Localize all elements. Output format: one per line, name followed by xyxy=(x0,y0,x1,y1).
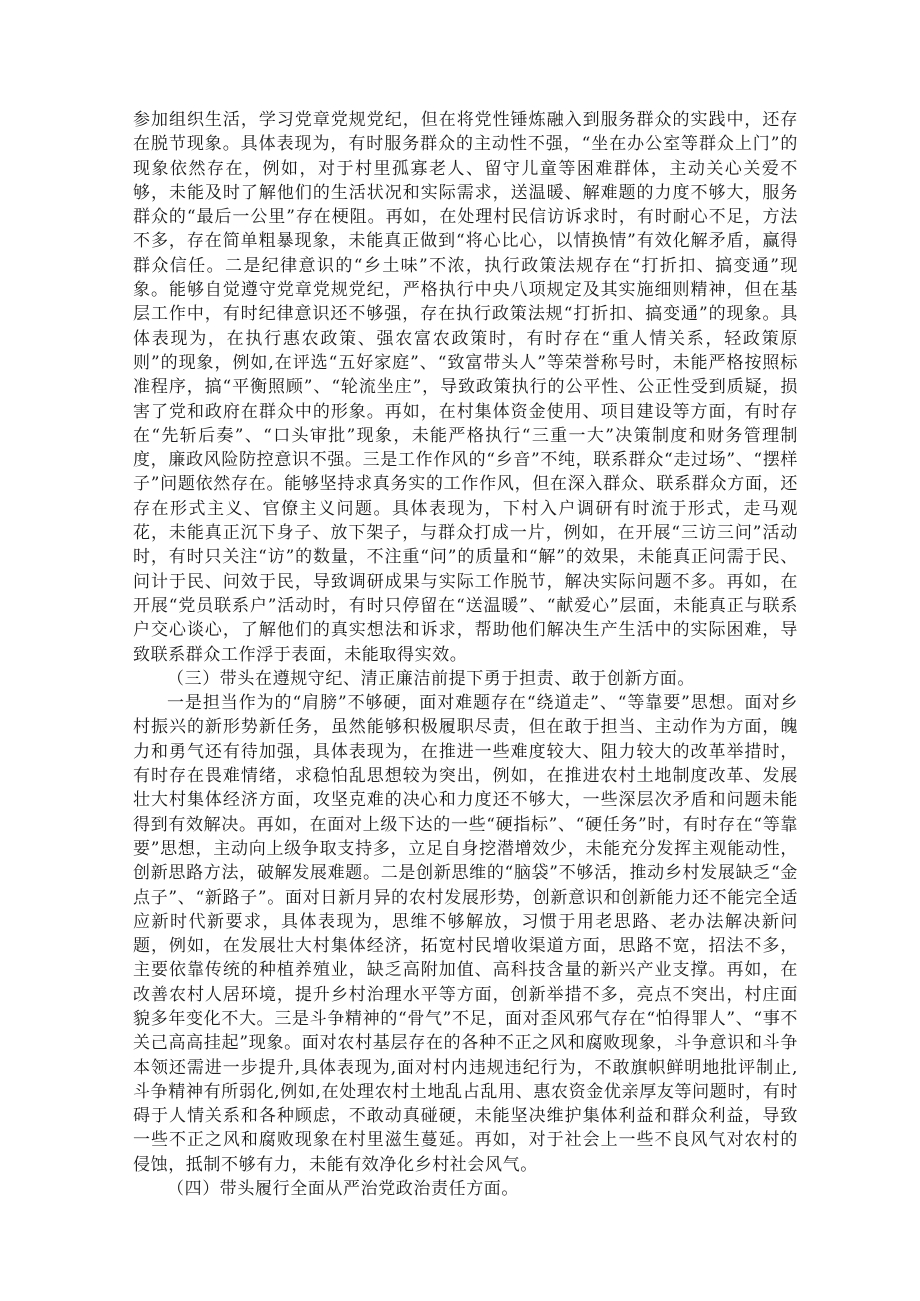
document-page xyxy=(133,108,798,1201)
section-heading-3: （三）带头在遵规守纪、清正廉洁前提下勇于担责、敢于创新方面。 xyxy=(167,668,695,689)
section-heading-4: （四）带头履行全面从严治党政治责任方面。 xyxy=(167,1179,519,1200)
body-paragraph-section-3: 一是担当作为的“肩膀”不够硬，面对难题存在“绕道走”、“等靠要”思想。面对乡村振兴的新形势新任务，虽然能够积极履职尽责，但在敢于担当、主动作为方面，魄力和勇气还有待加强，具体表现为，在推进一些难度较大、阻力较大的改革举措时，有时存在畏难情绪，求稳怕乱思想较为突出，例如，在推进农村土地制度改革、发展壮大村集体经济方面，攻坚克难的决心和力度还不够大，一些深层次矛盾和问题未能得到有效解决。再如，在面对上级下达的一些“硬指标”、“硬任务”时，有时存在“等靠要”思想，主动向上级争取支持多，立足自身挖潜增效少，未能充分发挥主观能动性，创新思路方法，破解发展难题。二是创新思维的“脑袋”不够活，推动乡村发展缺乏“金点子”、“新路子”。面对日新月异的农村发展形势，创新意识和创新能力还不能完全适应新时代新要求，具体表现为，思维不够解放，习惯于用老思路、老办法解决新问题，例如，在发展壮大村集体经济，拓宽村民增收渠道方面，思路不宽，招法不多，主要依靠传统的种植养殖业，缺乏高附加值、高科技含量的新兴产业支撑。再如，在改善农村人居环境，提升乡村治理水平等方面，创新举措不多，亮点不突出，村庄面貌多年变化不大。三是斗争精神的“骨气”不足，面对歪风邪气存在“怕得罪人”、“事不关己高高挂起”现象。面对农村基层存在的各种不正之风和腐败现象，斗争意识和斗争本领还需进一步提升,具体表现为,面对村内违规违纪行为，不敢旗帜鲜明地批评制止,斗争精神有所弱化,例如,在处理农村土地乱占乱用、惠农资金优亲厚友等问题时，有时碍于人情关系和各种顾虑，不敢动真碰硬，未能坚决维护集体利益和群众利益，导致一些不正之风和腐败现象在村里滋生蔓延。再如，对于社会上一些不良风气对农村的侵蚀，抵制不够有力，未能有效净化乡村社会风气。 xyxy=(133,693,798,1175)
body-paragraph-continued: 参加组织生活，学习党章党规党纪，但在将党性锤炼融入到服务群众的实践中，还存在脱节现象。具体表现为，有时服务群众的主动性不强，“坐在办公室等群众上门”的现象依然存在，例如，对于村里孤寡老人、留守儿童等困难群体，主动关心关爱不够，未能及时了解他们的生活状况和实际需求，送温暖、解难题的力度不够大，服务群众的“最后一公里”存在梗阻。再如，在处理村民信访诉求时，有时耐心不足，方法不多，存在简单粗暴现象，未能真正做到“将心比心，以情换情”有效化解矛盾，赢得群众信任。二是纪律意识的“乡土味”不浓，执行政策法规存在“打折扣、搞变通”现象。能够自觉遵守党章党规党纪，严格执行中央八项规定及其实施细则精神，但在基层工作中，有时纪律意识还不够强，存在执行政策法规“打折扣、搞变通”的现象。具体表现为，在执行惠农政策、强农富农政策时，有时存在“重人情关系，轻政策原则”的现象，例如,在评选“五好家庭”、“致富带头人”等荣誉称号时，未能严格按照标准程序，搞“平衡照顾”、“轮流坐庄”，导致政策执行的公平性、公正性受到质疑，损害了党和政府在群众中的形象。再如，在村集体资金使用、项目建设等方面，有时存在“先斩后奏”、“口头审批”现象，未能严格执行“三重一大”决策制度和财务管理制度，廉政风险防控意识不强。三是工作作风的“乡音”不纯，联系群众“走过场”、“摆样子”问题依然存在。能够坚持求真务实的工作作风，但在深入群众、联系群众方面，还存在形式主义、官僚主义问题。具体表现为，下村入户调研有时流于形式，走马观花，未能真正沉下身子、放下架子，与群众打成一片，例如，在开展“三访三问”活动时，有时只关注“访”的数量，不注重“问”的质量和“解”的效果，未能真正问需于民、问计于民、问效于民，导致调研成果与实际工作脱节，解决实际问题不多。再如，在开展“党员联系户”活动时，有时只停留在“送温暖”、“献爱心”层面，未能真正与联系户交心谈心，了解他们的真实想法和诉求，帮助他们解决生产生活中的实际困难，导致联系群众工作浮于表面，未能取得实效。 xyxy=(133,110,798,665)
